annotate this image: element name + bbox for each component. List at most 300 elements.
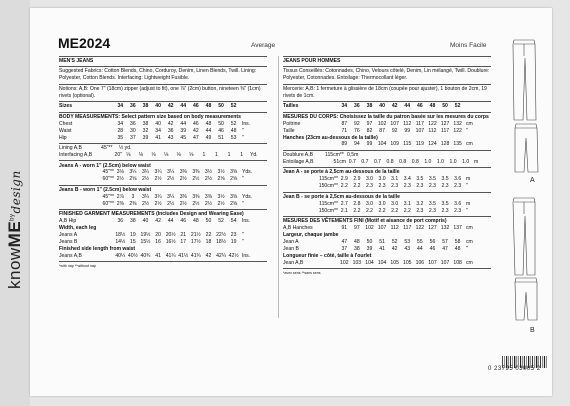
table-cell: 46	[417, 103, 423, 110]
table-cell: 22	[205, 232, 212, 239]
table-cell: 117	[415, 120, 424, 127]
width-each-leg: Width, each leg	[59, 225, 97, 232]
table-cell: 48	[230, 127, 237, 134]
row-label	[283, 183, 317, 190]
table-cell: 48	[454, 245, 461, 252]
table-cell: 0.7	[348, 158, 356, 165]
table-cell: 41	[155, 252, 161, 259]
row-label: Sizes	[59, 103, 73, 110]
row-unit: "	[241, 176, 244, 183]
envelope-side-band	[0, 0, 30, 406]
row-label: A,B Hanches	[283, 225, 313, 232]
row-unit: "	[241, 238, 244, 245]
row-label: Jeans A,B	[59, 252, 82, 259]
table-cell: 2.3	[428, 207, 436, 214]
pattern-code: ME2024	[58, 35, 111, 51]
table-cell: 48	[205, 103, 212, 110]
jeans-a-back-sketch	[515, 124, 538, 172]
row-unit: cm	[465, 259, 473, 266]
hip-row	[283, 141, 491, 148]
table-cell: 3.0	[378, 176, 386, 183]
table-cell: 2½	[141, 200, 150, 207]
table-cell: 43	[167, 134, 174, 141]
table-cell: 132	[440, 225, 450, 232]
row-cells	[114, 103, 240, 110]
table-cell: 55	[417, 238, 423, 245]
table-cell: 3.0	[365, 176, 374, 183]
table-cell: 128	[440, 141, 450, 148]
table-cell: 3.5	[428, 176, 436, 183]
waist-row	[59, 128, 267, 135]
table-cell: 23	[230, 232, 237, 239]
footnote: *with nap **without nap	[59, 264, 96, 269]
table-cell: 3¼	[141, 169, 150, 176]
row-value: 0,5m	[347, 152, 359, 158]
table-cell: 3.0	[391, 200, 399, 207]
table-cell: 37	[130, 134, 136, 141]
row-width: 45"**	[102, 193, 114, 200]
view-b-label: B	[530, 327, 535, 334]
table-cell: 3⅛	[116, 169, 124, 176]
table-cell: 122	[428, 120, 437, 127]
table-cell: 44	[180, 103, 187, 110]
lining-row	[59, 145, 267, 152]
table-cell: 99	[404, 127, 411, 134]
table-cell: 38	[142, 120, 149, 127]
table-cell: 14½	[115, 238, 126, 245]
table-cell: 3.2	[416, 200, 424, 207]
row-label: A,B Hip	[59, 218, 77, 225]
table-cell: 48	[354, 238, 360, 245]
finished-title: FINISHED GARMENT MEASUREMENTS (Includes Design and Wearing Ease)	[59, 211, 244, 218]
table-cell: 89	[341, 141, 348, 148]
table-cell: 44	[180, 120, 187, 127]
table-cell: 87	[341, 120, 348, 127]
table-cell: 44	[417, 245, 423, 252]
row-label: Tailles	[283, 103, 299, 110]
row-unit: Yd.	[249, 151, 258, 158]
table-cell: 19	[230, 238, 237, 245]
table-cell: 2.2	[391, 207, 399, 214]
table-cell: 2.7	[340, 200, 348, 207]
row-label: Jean A	[283, 238, 299, 245]
table-cell: 2.3	[378, 183, 386, 190]
table-cell: 104	[365, 259, 374, 266]
table-cell: 17½	[190, 238, 201, 245]
table-cell: 99	[366, 141, 373, 148]
brand-know: know	[5, 247, 24, 289]
table-cell: 107	[377, 225, 387, 232]
table-cell: 18½	[115, 232, 126, 239]
row-label: Entoilage A,B	[283, 158, 314, 165]
table-cell: 2½	[192, 176, 200, 183]
table-cell: 40¾	[140, 252, 151, 259]
table-cell: 46	[218, 127, 224, 134]
row-width: 115cm**	[325, 152, 344, 158]
row-width: 20"	[114, 151, 122, 158]
table-cell: 42½	[228, 252, 239, 259]
table-cell: 54	[230, 218, 237, 225]
table-cell: 0.7	[361, 158, 369, 165]
jeans-a-leg-row	[59, 232, 267, 239]
table-cell: 38	[142, 103, 149, 110]
table-cell: 44	[205, 127, 212, 134]
finished-side-title: Finished side length from waist	[59, 245, 136, 252]
table-cell: 102	[340, 259, 349, 266]
table-cell: 112	[403, 120, 412, 127]
jeans-b-back-sketch	[515, 278, 537, 320]
table-cell: 2.3	[441, 183, 449, 190]
section-title: MEN'S JEANS	[59, 57, 94, 64]
table-cell: 1	[227, 151, 231, 158]
row-width: 51cm	[333, 158, 346, 165]
table-cell: 3½	[217, 193, 225, 200]
jeans-b-leg-row	[283, 246, 491, 253]
row-unit: "	[241, 134, 244, 141]
row-label	[59, 194, 93, 201]
notions-text: Notions: A,B: One 7" (18cm) zipper (adjust to fit), one ⅞" (2cm) button, nineteen ⅜" (1cm) rivets (optional).	[59, 85, 261, 99]
finished-side-title: Longueur finie – côté, taille à l'ourlet	[283, 252, 372, 259]
table-cell: 3.5	[441, 200, 449, 207]
table-cell: 50	[366, 238, 373, 245]
table-cell: 2.2	[353, 207, 361, 214]
table-cell: 2.3	[416, 207, 424, 214]
brand-logo	[2, 18, 28, 308]
table-cell: 36	[130, 103, 136, 110]
brand-by: by	[9, 213, 16, 221]
table-cell: 44	[404, 103, 411, 110]
table-cell: 34	[117, 120, 124, 127]
table-cell: 135	[453, 141, 462, 148]
table-cell: 1	[240, 151, 244, 158]
row-label: Lining A,B	[59, 145, 82, 152]
waist-row	[283, 128, 491, 135]
table-cell: 2½	[204, 200, 212, 207]
table-cell: 20	[155, 232, 161, 239]
table-cell: 34	[117, 103, 124, 110]
section-title: JEANS POUR HOMMES	[283, 57, 341, 64]
jeans-b-title: Jean B - se porte à 2,5cm au-dessous de la taille	[283, 193, 400, 200]
row-unit: Ins.	[241, 252, 251, 259]
table-cell: 103	[352, 259, 362, 266]
table-cell: ⅛	[176, 151, 181, 158]
row-width: 150cm**	[318, 183, 338, 190]
hip-title: Hanches (23cm au-dessous de la taille)	[283, 134, 378, 141]
table-cell: 2.8	[353, 200, 361, 207]
table-cell: 82	[366, 127, 373, 134]
jeans-a-60-row	[59, 176, 267, 183]
table-cell: 2½	[154, 200, 162, 207]
table-cell: 40½	[127, 252, 138, 259]
row-label	[59, 169, 93, 176]
table-cell: 2½	[217, 200, 225, 207]
table-cell: 3.6	[454, 200, 462, 207]
table-cell: 2.3	[454, 183, 462, 190]
table-cell: 42¼	[216, 252, 226, 259]
table-cell: 3⅜	[192, 169, 200, 176]
table-cell: 3⅜	[179, 169, 187, 176]
row-width: 45"**	[101, 145, 113, 152]
table-cell: 0.8	[386, 158, 394, 165]
table-cell: 3.1	[391, 176, 399, 183]
english-column	[59, 54, 267, 270]
table-cell: 2.1	[340, 207, 348, 214]
finished-title: MESURES DES VÊTEMENTS FINI (Motif et aisance de port compris)	[283, 218, 447, 225]
table-cell: 2.3	[416, 183, 424, 190]
table-cell: 34	[341, 103, 348, 110]
table-cell: 41	[379, 245, 385, 252]
table-cell: 87	[379, 127, 385, 134]
width-each-leg: Largeur, chaque jambe	[283, 232, 339, 239]
table-cell: 107	[390, 120, 399, 127]
table-cell: 42	[391, 245, 398, 252]
table-cell: 36	[117, 218, 124, 225]
table-cell: 2.3	[391, 183, 399, 190]
table-cell: 1	[202, 151, 206, 158]
table-cell: 51	[379, 238, 385, 245]
table-cell: 97	[354, 225, 360, 232]
row-label	[59, 176, 93, 183]
row-width: 45"**	[102, 169, 114, 176]
table-cell: 17	[180, 238, 187, 245]
row-label: Jeans B	[59, 238, 78, 245]
table-cell: 43	[404, 245, 411, 252]
jeans-b-front-sketch	[513, 198, 535, 275]
table-cell: 18	[205, 238, 212, 245]
jeans-a-115-row	[283, 176, 491, 183]
row-width: 115cm**	[319, 176, 338, 183]
sizes-row	[283, 103, 491, 110]
row-unit: "	[241, 127, 244, 134]
row-width: 60"**	[102, 200, 114, 207]
row-label	[283, 201, 317, 208]
table-cell: 71	[341, 127, 348, 134]
table-cell: 115	[403, 141, 412, 148]
table-cell: 47	[193, 134, 199, 141]
jeans-ab-side-row	[59, 253, 267, 260]
row-label: Jeans A	[59, 232, 78, 239]
table-cell: 124	[428, 141, 437, 148]
body-measurements-title: BODY MEASUREMENTS: Select pattern size based on body measurements	[59, 113, 241, 120]
brand-wordmark	[5, 27, 25, 289]
table-cell: 3.5	[441, 176, 449, 183]
table-cell: 112	[428, 127, 437, 134]
table-cell: 46	[193, 103, 199, 110]
table-cell: 48	[429, 103, 436, 110]
table-cell: 107	[440, 259, 450, 266]
jeans-b-60-row	[59, 201, 267, 208]
table-cell: 2½	[154, 176, 162, 183]
table-cell: 127	[428, 225, 437, 232]
row-label: Jean A,B	[283, 259, 304, 266]
table-cell: 3¼	[129, 169, 137, 176]
table-cell: 21	[180, 232, 187, 239]
table-cell: 2.9	[353, 176, 361, 183]
table-cell: 122	[453, 127, 462, 134]
table-cell: 2½	[204, 176, 212, 183]
table-cell: 97	[366, 120, 373, 127]
table-cell: 48	[193, 218, 199, 225]
table-cell: 1.0	[436, 158, 444, 165]
table-cell: 108	[453, 259, 462, 266]
table-cell: 2⅜	[129, 200, 137, 207]
table-cell: 42	[155, 218, 161, 225]
table-cell: 52	[454, 103, 461, 110]
row-unit: Ins.	[241, 120, 251, 127]
table-cell: 3⅜	[204, 193, 212, 200]
table-cell: 2.3	[428, 183, 436, 190]
table-cell: 38	[366, 103, 373, 110]
row-label	[283, 176, 317, 183]
table-cell: ⅛	[163, 151, 169, 158]
table-cell: 2.3	[365, 183, 374, 190]
table-cell: 2⅝	[129, 176, 137, 183]
table-cell: ⅛	[151, 151, 156, 158]
table-cell: 52	[230, 120, 237, 127]
table-cell: 41¾	[190, 252, 201, 259]
table-cell: 92	[391, 127, 398, 134]
table-cell: 0.7	[373, 158, 382, 165]
table-cell: 34	[155, 127, 161, 134]
table-cell: 46	[429, 245, 436, 252]
table-cell: 44	[167, 218, 174, 225]
table-cell: 3.5	[428, 200, 436, 207]
row-unit: "	[241, 200, 244, 207]
table-cell: 2.2	[403, 207, 411, 214]
notions-text: Mercerie: A,B: 1 fermeture à glissière de 18cm (coupée pour ajuster), 1 bouton de 2cm, 19 rivets de 1cm.	[283, 85, 487, 99]
footnote: *avec sens **sans sens	[283, 271, 321, 276]
table-cell: 2.3	[454, 207, 462, 214]
table-cell: 2.3	[403, 183, 411, 190]
table-cell: ⅛	[126, 151, 131, 158]
table-cell: 41½	[178, 252, 189, 259]
table-cell: 40	[155, 120, 161, 127]
table-cell: 104	[377, 259, 387, 266]
table-cell: 1.0	[449, 158, 457, 165]
table-cell: 112	[390, 225, 399, 232]
table-cell: 19½	[140, 232, 151, 239]
table-cell: 3.1	[403, 200, 411, 207]
table-cell: 56	[429, 238, 436, 245]
table-cell: 2½	[167, 200, 175, 207]
table-cell: 3.6	[454, 176, 462, 183]
sizes-row	[59, 103, 267, 110]
row-unit: m	[473, 158, 479, 165]
table-cell: 102	[365, 225, 374, 232]
ab-hip-row	[283, 225, 491, 232]
row-label	[59, 201, 93, 208]
chest-row	[59, 121, 267, 128]
jeans-b-45-row	[59, 194, 267, 201]
table-cell: 51	[218, 134, 224, 141]
row-unit: cm	[465, 141, 473, 148]
row-label: Chest	[59, 120, 73, 127]
table-cell: ⅛	[189, 151, 194, 158]
table-cell: 42	[391, 103, 398, 110]
table-cell: 48	[205, 120, 212, 127]
table-cell: 137	[453, 225, 462, 232]
table-cell: 32	[142, 127, 149, 134]
jeans-a-leg-row	[283, 239, 491, 246]
interfacing-row	[59, 152, 267, 159]
table-cell: 1	[215, 151, 218, 158]
row-label	[283, 208, 317, 215]
table-cell: 3½	[217, 169, 225, 176]
table-cell: 122	[415, 225, 425, 232]
hip-row	[59, 135, 267, 142]
row-unit: cm	[465, 225, 473, 232]
table-cell: 3⅜	[192, 193, 200, 200]
table-cell: 49	[205, 134, 212, 141]
table-cell: 3¼	[167, 193, 175, 200]
table-cell: 107	[415, 127, 425, 134]
table-cell: 102	[377, 120, 387, 127]
table-cell: 3¼	[141, 193, 150, 200]
table-cell: 22½	[216, 232, 226, 239]
table-cell: 3½	[204, 169, 212, 176]
table-cell: 2½	[179, 176, 187, 183]
row-unit: "	[465, 207, 468, 214]
table-cell: 50	[218, 103, 224, 110]
row-width: 115cm**	[319, 200, 338, 207]
table-cell: 132	[453, 120, 462, 127]
row-unit: "	[241, 232, 244, 239]
row-unit: Ins.	[241, 218, 251, 225]
table-cell: 2½	[116, 176, 124, 183]
row-label: Doublure A,B	[283, 152, 314, 158]
row-label: Jean B	[283, 245, 299, 252]
chest-row	[283, 121, 491, 128]
table-cell: 42	[167, 120, 174, 127]
jeans-a-45-row	[59, 169, 267, 176]
table-cell: 50	[205, 218, 212, 225]
row-unit: cm	[465, 238, 473, 245]
table-cell: 2⅞	[116, 193, 124, 200]
table-cell: 16½	[165, 238, 176, 245]
table-cell: 106	[415, 259, 425, 266]
row-unit: Yds.	[241, 169, 253, 176]
table-cell: 52	[391, 238, 398, 245]
row-label: Interfacing A,B	[59, 151, 93, 158]
table-cell: 53	[404, 238, 411, 245]
table-cell: 3	[131, 193, 135, 200]
table-cell: 41¼	[165, 252, 176, 259]
difficulty-en: Average	[251, 42, 276, 49]
table-cell: 19	[130, 232, 136, 239]
table-cell: 57	[442, 238, 448, 245]
table-cell: 94	[354, 141, 360, 148]
table-cell: 91	[341, 225, 348, 232]
table-cell: 3.5	[416, 176, 424, 183]
row-label	[283, 141, 338, 148]
jeans-b-title: Jeans B - worn 1" (2.5cm) below waist	[59, 186, 152, 193]
table-cell: 0.8	[399, 158, 407, 165]
row-label: Poitrine	[283, 120, 301, 127]
table-cell: 104	[377, 141, 387, 148]
table-cell: 36	[130, 120, 136, 127]
table-cell: 2⅝	[230, 200, 238, 207]
table-cell: 76	[354, 127, 360, 134]
table-cell: 3.4	[403, 176, 411, 183]
table-cell: 20½	[165, 232, 176, 239]
table-cell: 30	[130, 127, 136, 134]
jeans-b-leg-row	[59, 239, 267, 246]
row-unit: m	[465, 176, 471, 183]
jeans-b-150-row	[283, 208, 491, 215]
table-cell: 38	[130, 218, 136, 225]
table-cell: 2⅝	[230, 176, 238, 183]
table-cell: 15	[130, 238, 136, 245]
